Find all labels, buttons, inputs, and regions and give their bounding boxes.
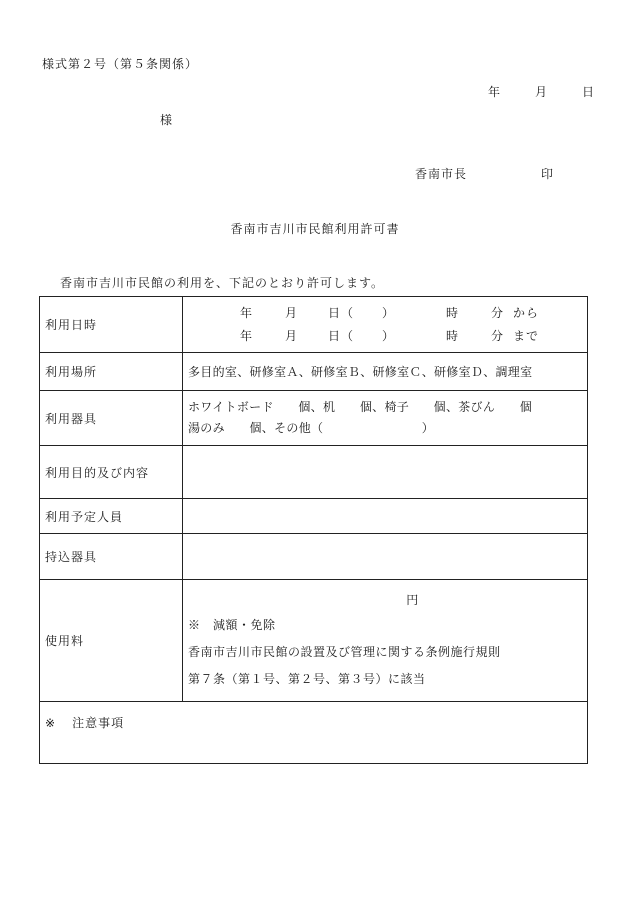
row-datetime <box>40 297 588 353</box>
row-notes <box>40 702 588 764</box>
label-purpose: 利用目的及び内容 <box>40 446 183 499</box>
value-datetime <box>183 297 588 353</box>
datetime-end: 年 月 日（ ） 時 分 まで <box>240 328 540 343</box>
label-equipment: 利用器具 <box>40 391 183 446</box>
notes-mark: ※ <box>45 716 57 730</box>
notes-cell <box>40 702 588 764</box>
fee-yen: 円 <box>406 593 419 607</box>
row-equipment <box>40 391 588 446</box>
issue-date <box>488 83 595 100</box>
value-carry-in <box>183 534 588 580</box>
seal-mark: 印 <box>541 167 555 181</box>
row-place <box>40 353 588 391</box>
issuer <box>415 165 554 182</box>
notes-label: 注意事項 <box>72 716 125 730</box>
date-year: 年 <box>488 85 502 99</box>
label-carry-in: 持込器具 <box>40 534 183 580</box>
permit-table <box>39 296 588 764</box>
value-equipment <box>183 391 588 446</box>
date-day: 日 <box>582 85 596 99</box>
date-month: 月 <box>535 85 549 99</box>
fee-article: 第７条（第１号、第２号、第３号）に該当 <box>188 672 426 686</box>
label-fee: 使用料 <box>40 580 183 702</box>
intro-text: 香南市吉川市民館の利用を、下記のとおり許可します。 <box>60 276 385 290</box>
datetime-start: 年 月 日（ ） 時 分 から <box>240 305 540 320</box>
value-place: 多目的室、研修室Ａ、研修室Ｂ、研修室Ｃ、研修室Ｄ、調理室 <box>183 353 588 391</box>
row-people <box>40 499 588 534</box>
fee-exemption: ※ 減額・免除 <box>188 618 276 632</box>
addressee-honorific: 様 <box>160 113 174 127</box>
value-purpose <box>183 446 588 499</box>
label-datetime: 利用日時 <box>40 297 183 353</box>
fee-rule: 香南市吉川市民館の設置及び管理に関する条例施行規則 <box>188 645 501 659</box>
equipment-line-1: ホワイトボード 個、机 個、椅子 個、茶びん 個 <box>188 400 533 414</box>
label-place: 利用場所 <box>40 353 183 391</box>
row-carry-in <box>40 534 588 580</box>
issuer-title: 香南市長 <box>415 167 468 181</box>
label-people: 利用予定人員 <box>40 499 183 534</box>
form-number: 様式第２号（第５条関係） <box>42 57 199 71</box>
row-fee <box>40 580 588 702</box>
value-people <box>183 499 588 534</box>
document-title: 香南市吉川市民館利用許可書 <box>230 222 400 236</box>
equipment-line-2: 湯のみ 個、その他（ ） <box>188 421 435 435</box>
value-fee <box>183 580 588 702</box>
row-purpose <box>40 446 588 499</box>
